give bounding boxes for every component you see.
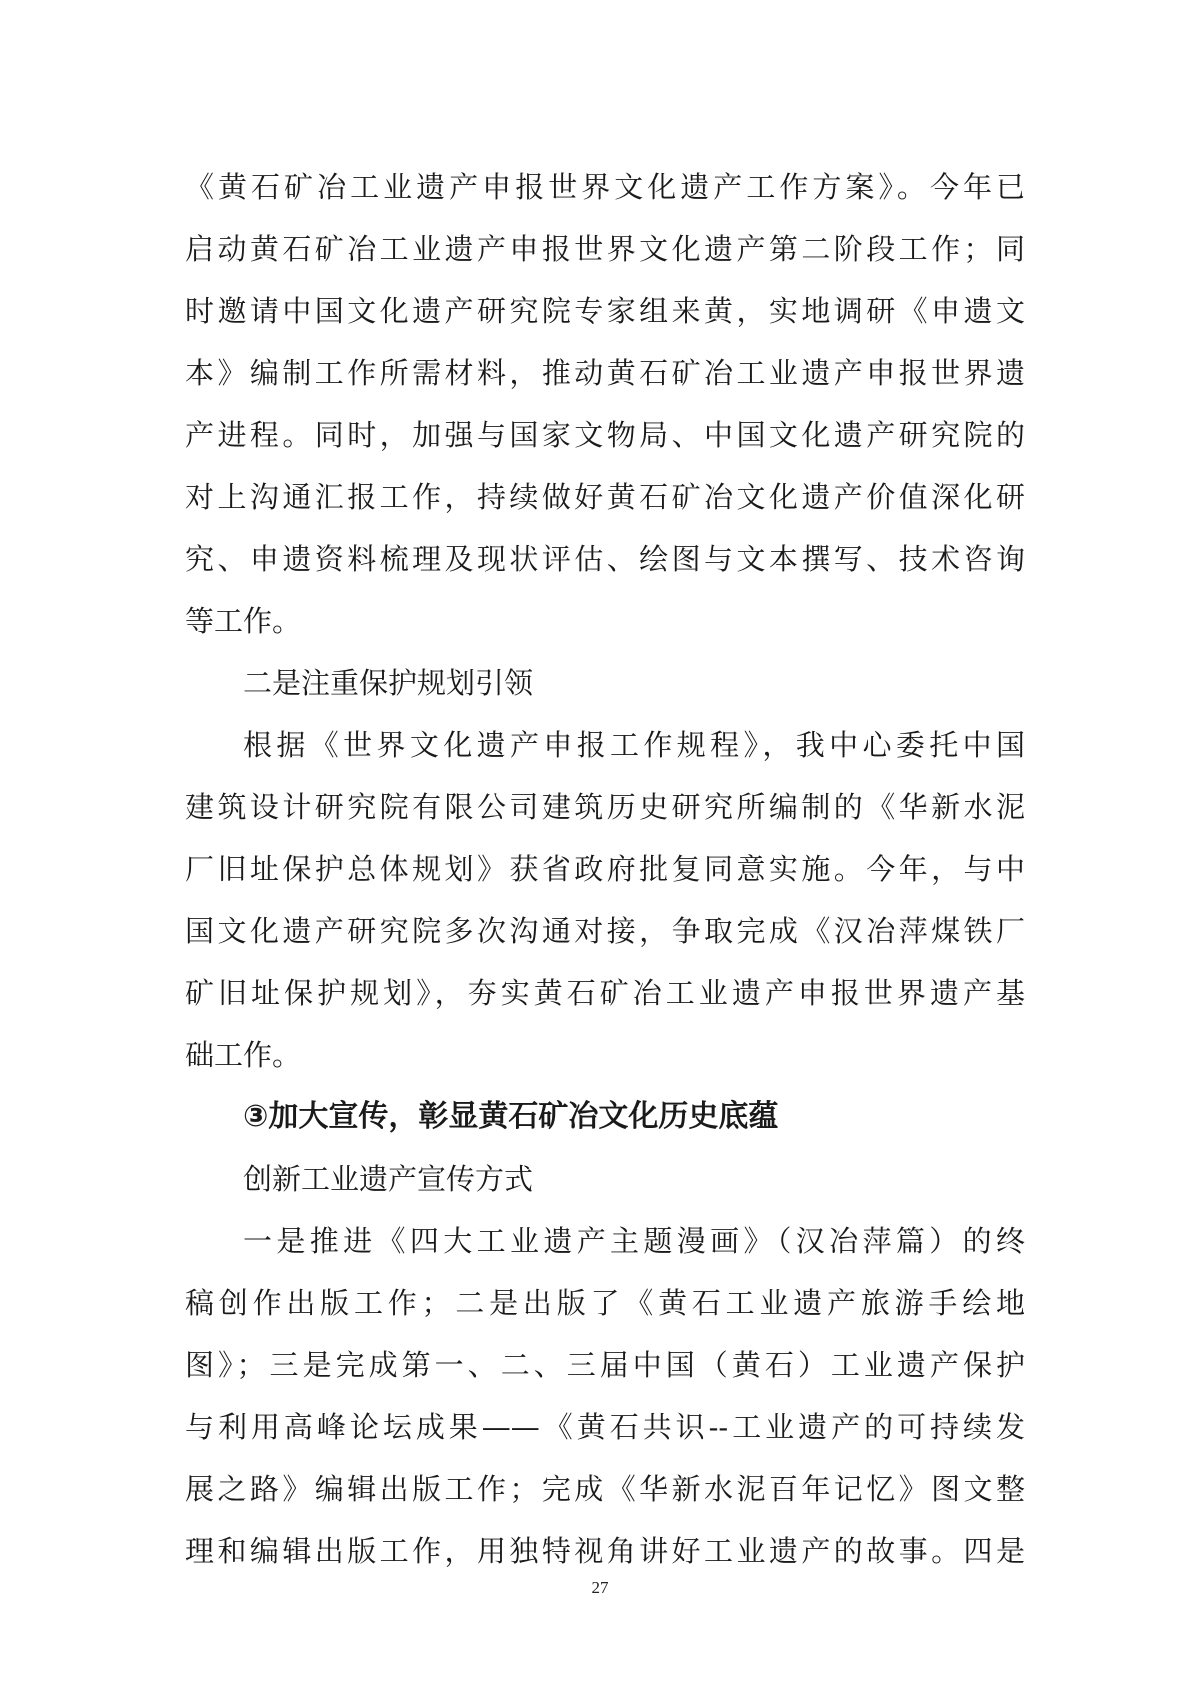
text-line: 根据《世界文化遗产申报工作规程》，我中心委托中国 — [243, 728, 1025, 762]
text-line: 对上沟通汇报工作，持续做好黄石矿冶文化遗产价值深化研 — [185, 480, 1025, 514]
page-body — [185, 156, 1025, 1582]
text-line: 建筑设计研究院有限公司建筑历史研究所编制的《华新水泥 — [185, 790, 1025, 824]
text-line: 国文化遗产研究院多次沟通对接，争取完成《汉冶萍煤铁厂 — [185, 914, 1025, 948]
text-line: 图》；三是完成第一、二、三届中国（黄石）工业遗产保护 — [185, 1348, 1025, 1382]
text-line: 《黄石矿冶工业遗产申报世界文化遗产工作方案》。今年已 — [185, 170, 1025, 204]
text-line: 矿旧址保护规划》，夯实黄石矿冶工业遗产申报世界遗产基 — [185, 976, 1025, 1010]
subheading-publicity-methods: 创新工业遗产宣传方式 — [243, 1162, 534, 1196]
text-line: 与利用高峰论坛成果——《黄石共识--工业遗产的可持续发 — [185, 1410, 1025, 1444]
text-line: 等工作。 — [185, 604, 302, 638]
text-line: 展之路》编辑出版工作；完成《华新水泥百年记忆》图文整 — [185, 1472, 1025, 1506]
text-line: 厂旧址保护总体规划》获省政府批复同意实施。今年，与中 — [185, 852, 1025, 886]
text-line: 础工作。 — [185, 1038, 302, 1072]
paragraph-publicity-methods — [185, 1210, 1025, 1582]
text-line: 时邀请中国文化遗产研究院专家组来黄，实地调研《申遗文 — [185, 294, 1025, 328]
subheading-protection-planning: 二是注重保护规划引领 — [243, 666, 534, 700]
text-line: 启动黄石矿冶工业遗产申报世界文化遗产第二阶段工作；同 — [185, 232, 1025, 266]
page-number: 27 — [591, 1578, 609, 1597]
text-line: 产进程。同时，加强与国家文物局、中国文化遗产研究院的 — [185, 418, 1025, 452]
text-line: 稿创作出版工作；二是出版了《黄石工业遗产旅游手绘地 — [185, 1286, 1025, 1320]
text-line: 本》编制工作所需材料，推动黄石矿冶工业遗产申报世界遗 — [185, 356, 1025, 390]
text-line: 理和编辑出版工作，用独特视角讲好工业遗产的故事。四是 — [185, 1534, 1025, 1568]
paragraph-protection-planning — [185, 714, 1025, 1086]
text-line: 一是推进《四大工业遗产主题漫画》（汉冶萍篇）的终 — [243, 1224, 1025, 1258]
paragraph-world-heritage-application — [185, 156, 1025, 652]
text-line: 究、申遗资料梳理及现状评估、绘图与文本撰写、技术咨询 — [185, 542, 1025, 576]
section-heading-publicity: ③加大宣传，彰显黄石矿冶文化历史底蕴 — [243, 1099, 779, 1134]
